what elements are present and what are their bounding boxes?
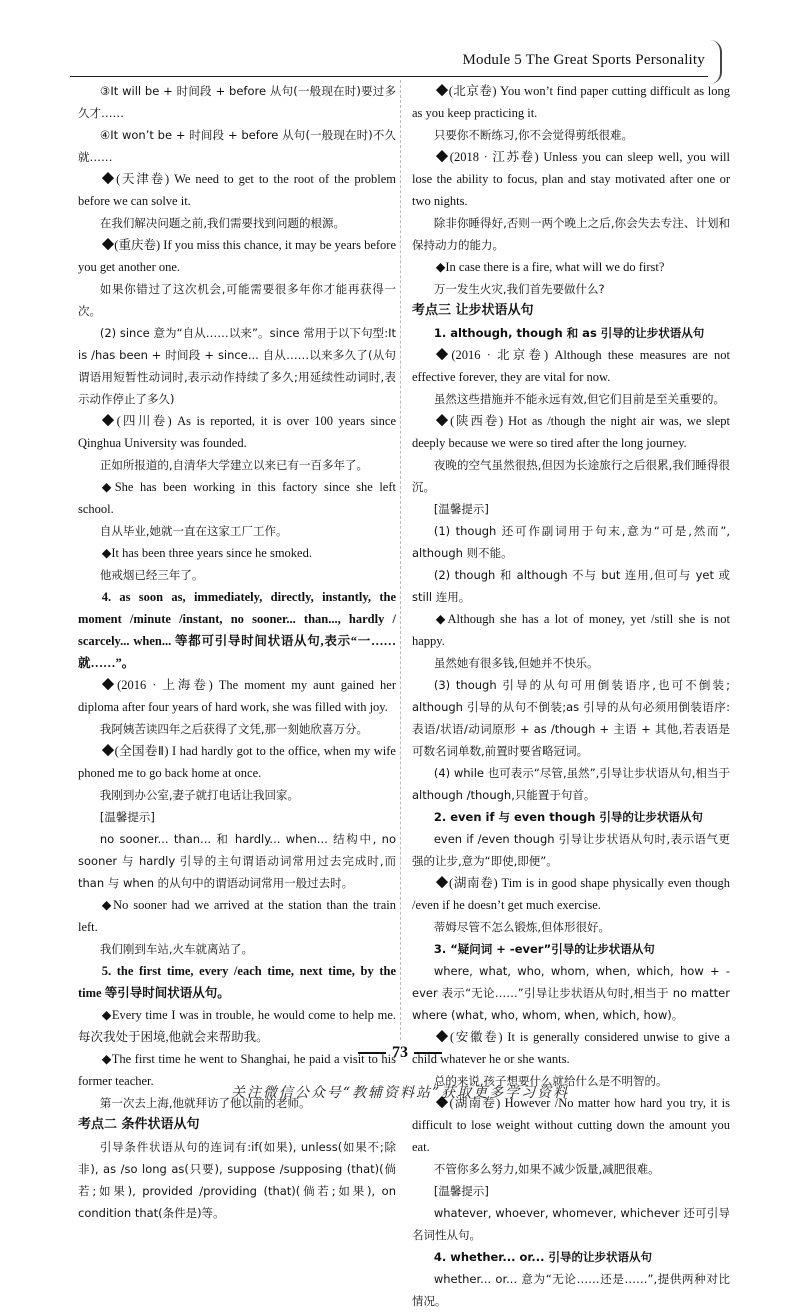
paragraph: ◆(2016 · 上海卷) The moment my aunt gained her diploma after four years of hard work, she was filled with joy.: [78, 678, 396, 714]
right-column: [412, 80, 730, 1312]
header-ornament: [710, 40, 722, 84]
paragraph: ◆In case there is a fire, what will we do first?: [435, 260, 665, 274]
paragraph: ◆She has been working in this factory since she left school.: [78, 480, 396, 516]
paragraph: ◆(安徽卷) It is generally considered unwise to give a child whatever he or she wants.: [412, 1030, 730, 1066]
paragraph: ◆(湖南卷) However /No matter how hard you try, it is difficult to lose weight without cutting down the amount you eat.: [412, 1096, 730, 1154]
page-number-text: 73: [392, 1044, 408, 1061]
paragraph: 他戒烟已经三年了。: [99, 568, 204, 582]
paragraph: where, what, who, whom, when, which, how + -ever 表示“无论……”引导让步状语从句时,相当于 no matter where (what, who, whom, when, which, how)。: [412, 964, 730, 1022]
paragraph: [温馨提示]: [433, 502, 489, 516]
paragraph: whatever, whoever, whomever, whichever 还可引导名词性从句。: [412, 1206, 730, 1242]
paragraph: 万一发生火灾,我们首先要做什么?: [433, 282, 605, 296]
page-number-dash-right: [414, 1052, 442, 1054]
paragraph: 我阿姨苦读四年之后获得了文凭,那一刻她欣喜万分。: [99, 722, 368, 736]
paragraph: ◆Although she has a lot of money, yet /still she is not happy.: [412, 612, 730, 648]
paragraph: 第一次去上海,他就拜访了他以前的老师。: [99, 1096, 311, 1110]
paragraph: 只要你不断练习,你不会觉得剪纸很难。: [433, 128, 633, 142]
running-title: Module 5 The Great Sports Personality: [462, 52, 705, 68]
paragraph: ◆(重庆卷) If you miss this chance, it may be years before you get another one.: [78, 238, 396, 274]
paragraph: 如果你错过了这次机会,可能需要很多年你才能再获得一次。: [78, 282, 396, 318]
paragraph: (2) since 意为“自从……以来”。since 常用于以下句型:It is /has been + 时间段 + since... 自从……以来多久了(从句谓语用短暂性动词时,表示动作持续了多久;用延续性动词时,表示动作停止了多久): [78, 326, 396, 406]
paragraph: (3) though 引导的从句可用倒装语序,也可不倒装; although 引导的从句不倒装;as 引导的从句必须用倒装语序:表语/状语/动词原形 + as /though + 主语 + 其他,若表语是可数名词单数,前置时要省略冠词。: [412, 678, 730, 758]
page-header: [0, 52, 800, 74]
section-heading: 考点二 条件状语从句: [78, 1117, 200, 1132]
paragraph: 3. “疑问词 + -ever”引导的让步状语从句: [433, 942, 655, 956]
paragraph: ◆It has been three years since he smoked.: [101, 546, 312, 560]
paragraph: ◆(2016 · 北京卷) Although these measures are not effective forever, they are vital for now.: [412, 348, 730, 384]
paragraph: 引导条件状语从句的连词有:if(如果), unless(如果不;除非), as /so long as(只要), suppose /supposing (that)(倘若;如果), provided /providing (that)(倘若;如果), on condition that(条件是)等。: [78, 1140, 396, 1220]
paragraph: ◆(北京卷) You won’t find paper cutting difficult as long as you keep practicing it.: [412, 84, 730, 120]
paragraph: 1. although, though 和 as 引导的让步状语从句: [433, 326, 705, 340]
paragraph: ◆The first time he went to Shanghai, he paid a visit to his former teacher.: [78, 1052, 396, 1088]
paragraph: ◆(陕西卷) Hot as /though the night air was, we slept deeply because we were so tired after the long journey.: [412, 414, 730, 450]
paragraph: 蒂姆尽管不怎么锻炼,但体形很好。: [433, 920, 610, 934]
paragraph: ③It will be + 时间段 + before 从句(一般现在时)要过多久才……: [78, 84, 396, 120]
paragraph: 4. whether... or... 引导的让步状语从句: [433, 1250, 652, 1264]
paragraph: ◆No sooner had we arrived at the station than the train left.: [78, 898, 396, 934]
paragraph: ◆(湖南卷) Tim is in good shape physically even though /even if he doesn’t get much exercise.: [412, 876, 730, 912]
paragraph: 虽然她有很多钱,但她并不快乐。: [433, 656, 599, 670]
paragraph: (2) though 和 although 不与 but 连用,但可与 yet 或 still 连用。: [412, 568, 730, 604]
paragraph: [温馨提示]: [433, 1184, 489, 1198]
paragraph: ◆(四川卷) As is reported, it is over 100 years since Qinghua University was founded.: [78, 414, 396, 450]
paragraph: no sooner... than... 和 hardly... when... 结构中, no sooner 与 hardly 引导的主句谓语动词常用过去完成时,而 than 与 when 的从句中的谓语动词常用一般过去时。: [78, 832, 396, 890]
paragraph: 在我们解决问题之前,我们需要找到问题的根源。: [99, 216, 345, 230]
paragraph: 总的来说,孩子想要什么就给什么是不明智的。: [433, 1074, 668, 1088]
page-number-dash-left: [358, 1052, 386, 1054]
paragraph: whether... or... 意为“无论……还是……”,提供两种对比情况。: [412, 1272, 730, 1308]
header-rule: [70, 76, 708, 77]
paragraph: 自从毕业,她就一直在这家工厂工作。: [99, 524, 288, 538]
paragraph: (1) though 还可作副词用于句末,意为“可是,然而”, although 则不能。: [412, 524, 730, 560]
paragraph: 不管你多么努力,如果不减少饭量,减肥很难。: [433, 1162, 660, 1176]
paragraph: 夜晚的空气虽然很热,但因为长途旅行之后很累,我们睡得很沉。: [412, 458, 730, 494]
paragraph: 5. the first time, every /each time, next time, by the time 等引导时间状语从句。: [78, 964, 396, 1000]
paragraph: ◆(天津卷) We need to get to the root of the problem before we can solve it.: [78, 172, 396, 208]
paragraph: 虽然这些措施并不能永远有效,但它们目前是至关重要的。: [433, 392, 725, 406]
paragraph: 4. as soon as, immediately, directly, instantly, the moment /minute /instant, no sooner... than..., hardly / scarcely... when... 等都可引导时间状语从句,表示“一……就……”。: [78, 590, 396, 670]
paragraph: ◆Every time I was in trouble, he would come to help me. 每次我处于困境,他就会来帮助我。: [78, 1008, 396, 1044]
column-divider: [400, 80, 401, 1040]
paragraph: even if /even though 引导让步状语从句时,表示语气更强的让步,意为“即使,即便”。: [412, 832, 730, 868]
footer-note: 关注微信公众号“教辅资料站”获取更多学习资料: [230, 1085, 570, 1101]
page-number: [0, 1044, 800, 1062]
paragraph: ◆(2018 · 江苏卷) Unless you can sleep well, you will lose the ability to focus, plan and stay motivated after one or two nights.: [412, 150, 730, 208]
paragraph: ④It won’t be + 时间段 + before 从句(一般现在时)不久就……: [78, 128, 396, 164]
paragraph: (4) while 也可表示“尽管,虽然”,引导让步状语从句,相当于 although /though,只能置于句首。: [412, 766, 730, 802]
paragraph: ◆(全国卷Ⅱ) I had hardly got to the office, when my wife phoned me to go back home at once.: [78, 744, 396, 780]
paragraph: 除非你睡得好,否则一两个晚上之后,你会失去专注、计划和保持动力的能力。: [412, 216, 730, 252]
paragraph: 我刚到办公室,妻子就打电话让我回家。: [99, 788, 299, 802]
paragraph: 2. even if 与 even though 引导的让步状语从句: [433, 810, 703, 824]
paragraph: 正如所报道的,自清华大学建立以来已有一百多年了。: [99, 458, 368, 472]
section-heading: 考点三 让步状语从句: [412, 303, 534, 318]
paragraph: [温馨提示]: [99, 810, 155, 824]
paragraph: 我们刚到车站,火车就离站了。: [99, 942, 253, 956]
